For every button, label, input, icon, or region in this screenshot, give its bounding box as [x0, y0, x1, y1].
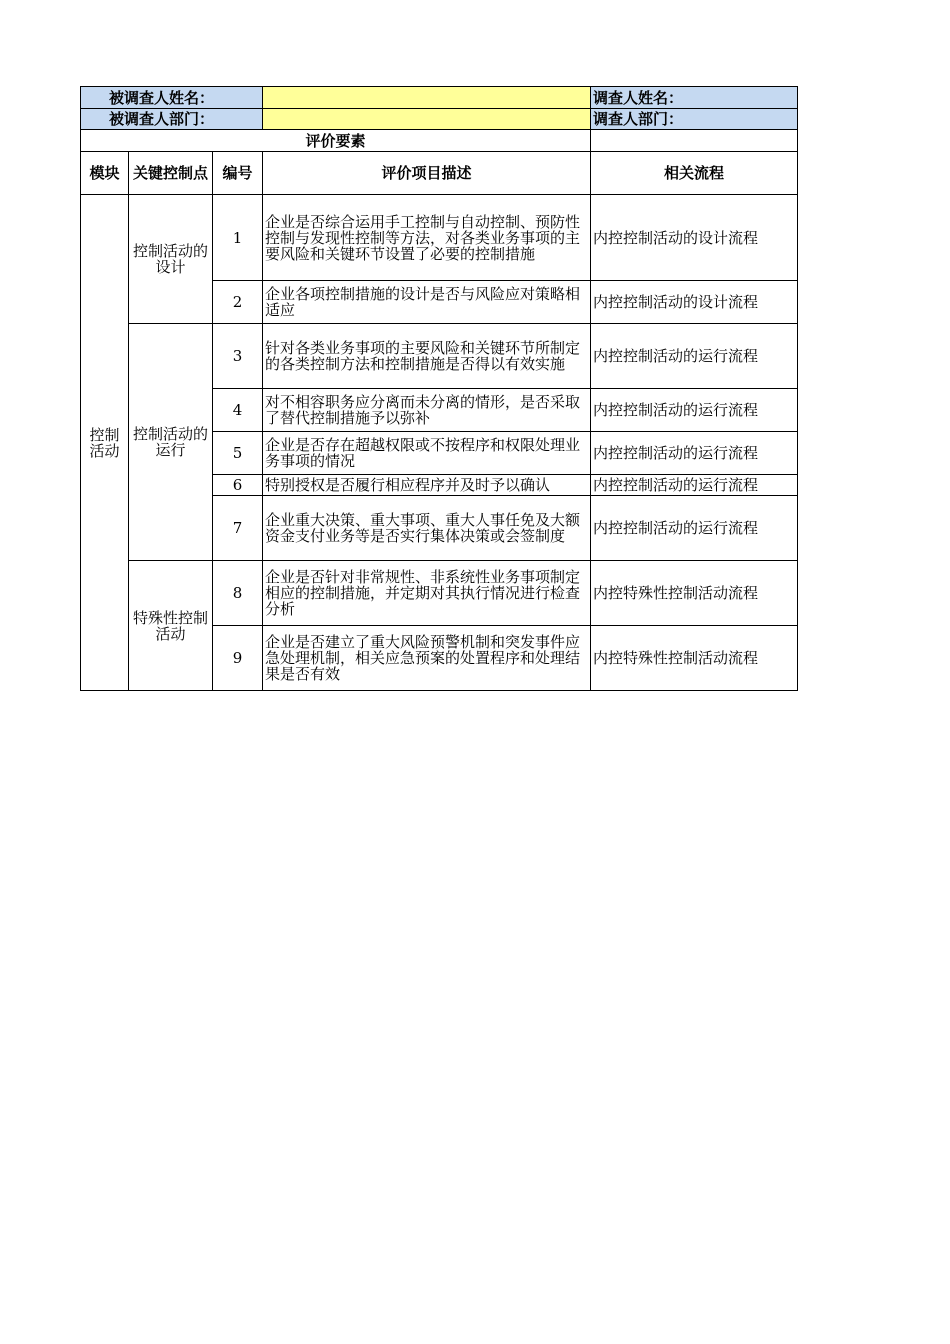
evaluation-table: [80, 86, 798, 691]
row-number: 6: [213, 475, 263, 496]
table-row: [81, 195, 798, 281]
row-process: 内控控制活动的运行流程: [591, 324, 798, 389]
row-description: 企业是否存在超越权限或不按程序和权限处理业务事项的情况: [263, 432, 591, 475]
row-number: 4: [213, 389, 263, 432]
row-number: 2: [213, 281, 263, 324]
table-row: [81, 561, 798, 626]
respondent-name-field[interactable]: [263, 87, 591, 109]
row-number: 8: [213, 561, 263, 626]
empty-cell: [591, 130, 798, 152]
col-process: 相关流程: [591, 152, 798, 195]
investigator-name-label: 调查人姓名：: [591, 87, 798, 109]
row-description: 企业是否建立了重大风险预警机制和突发事件应急处理机制，相关应急预案的处置程序和处理结果是否有效: [263, 626, 591, 691]
row-number: 1: [213, 195, 263, 281]
row-description: 企业重大决策、重大事项、重大人事任免及大额资金支付业务等是否实行集体决策或会签制度: [263, 496, 591, 561]
row-description: 针对各类业务事项的主要风险和关键环节所制定的各类控制方法和控制措施是否得以有效实施: [263, 324, 591, 389]
row-process: 内控控制活动的设计流程: [591, 195, 798, 281]
row-description: 企业各项控制措施的设计是否与风险应对策略相适应: [263, 281, 591, 324]
respondent-dept-label: 被调查人部门：: [81, 109, 263, 130]
row-process: 内控控制活动的运行流程: [591, 432, 798, 475]
row-number: 3: [213, 324, 263, 389]
row-process: 内控控制活动的运行流程: [591, 475, 798, 496]
section-title: 评价要素: [81, 130, 591, 152]
col-description: 评价项目描述: [263, 152, 591, 195]
col-module: 模块: [81, 152, 129, 195]
row-process: 内控控制活动的设计流程: [591, 281, 798, 324]
col-number: 编号: [213, 152, 263, 195]
row-description: 企业是否针对非常规性、非系统性业务事项制定相应的控制措施，并定期对其执行情况进行检查分析: [263, 561, 591, 626]
key-point-cell: 控制活动的设计: [129, 195, 213, 324]
row-description: 对不相容职务应分离而未分离的情形，是否采取了替代控制措施予以弥补: [263, 389, 591, 432]
key-point-cell: 特殊性控制活动: [129, 561, 213, 691]
row-number: 5: [213, 432, 263, 475]
row-process: 内控控制活动的运行流程: [591, 389, 798, 432]
respondent-name-label: 被调查人姓名：: [81, 87, 263, 109]
row-process: 内控特殊性控制活动流程: [591, 561, 798, 626]
respondent-dept-field[interactable]: [263, 109, 591, 130]
row-process: 内控特殊性控制活动流程: [591, 626, 798, 691]
row-number: 7: [213, 496, 263, 561]
key-point-cell: 控制活动的运行: [129, 324, 213, 561]
row-description: 企业是否综合运用手工控制与自动控制、预防性控制与发现性控制等方法，对各类业务事项的主要风险和关键环节设置了必要的控制措施: [263, 195, 591, 281]
row-process: 内控控制活动的运行流程: [591, 496, 798, 561]
row-description: 特别授权是否履行相应程序并及时予以确认: [263, 475, 591, 496]
row-number: 9: [213, 626, 263, 691]
table-row: [81, 324, 798, 389]
col-key-point: 关键控制点: [129, 152, 213, 195]
module-cell: 控制活动: [81, 195, 129, 691]
investigator-dept-label: 调查人部门：: [591, 109, 798, 130]
